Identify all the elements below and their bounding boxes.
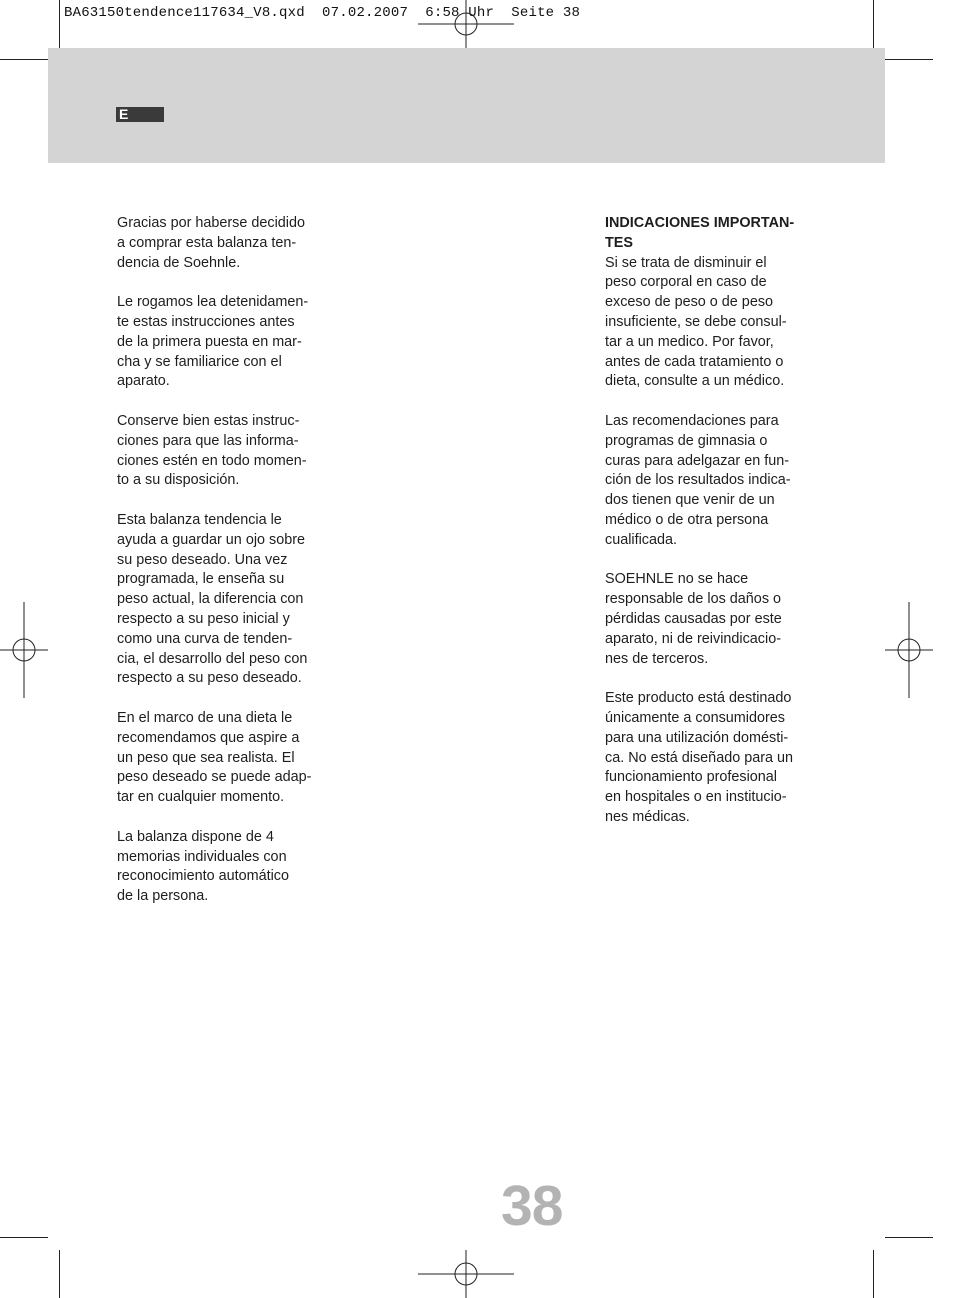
language-tab	[116, 107, 164, 122]
paragraph: En el marco de una dieta le recomendamos que aspire a un peso que sea realista. El peso deseado se puede adap- tar en cualquier momento.	[117, 709, 312, 806]
crop-mark	[0, 59, 48, 60]
paragraph: Las recomendaciones para programas de gimnasia o curas para adelgazar en fun- ción de los resultados indica- dos tienen que venir de un médico o de otra persona cualificada.	[605, 412, 791, 548]
right-column	[605, 214, 820, 848]
registration-mark-icon	[0, 602, 48, 698]
paragraph: Le rogamos lea detenidamen- te estas instrucciones antes de la primera puesta en mar- cha y se familiarice con el aparato.	[117, 294, 309, 390]
paragraph: La balanza dispone de 4 memorias individuales con reconocimiento automático de la persona.	[117, 828, 289, 905]
registration-mark-icon	[418, 1250, 514, 1298]
header-band	[48, 48, 885, 163]
crop-mark	[885, 59, 933, 60]
crop-mark	[59, 0, 60, 48]
crop-mark	[873, 0, 874, 48]
crop-mark	[873, 1250, 874, 1298]
crop-mark	[0, 1237, 48, 1238]
paragraph: Gracias por haberse decidido a comprar esta balanza ten- dencia de Soehnle.	[117, 215, 305, 271]
paragraph: Si se trata de disminuir el peso corporal en caso de exceso de peso o de peso insuficiente, se debe consul- tar a un medico. Por favor, antes de cada tratamiento o dieta, consulte a un médico.	[605, 254, 787, 390]
paragraph: SOEHNLE no se hace responsable de los daños o pérdidas causadas por este aparato, ni de reivindicacio- nes de terceros.	[605, 571, 782, 667]
registration-mark-icon	[418, 0, 514, 48]
paragraph: Conserve bien estas instruc- ciones para que las informa- ciones estén en todo momen- to a su disposición.	[117, 412, 307, 489]
print-slug: BA63150tendence117634_V8.qxd 07.02.2007 6:58 Uhr Seite 38	[64, 5, 581, 21]
paragraph: Esta balanza tendencia le ayuda a guardar un ojo sobre su peso deseado. Una vez programada, le enseña su peso actual, la diferencia con respecto a su peso inicial y como una curva de tenden- cia, el desarrollo del peso con respecto a su peso deseado.	[117, 511, 308, 687]
left-column	[117, 214, 332, 927]
section-heading: INDICACIONES IMPORTAN- TES	[605, 215, 795, 251]
language-tab-label: E	[119, 106, 129, 122]
crop-mark	[59, 1250, 60, 1298]
registration-mark-icon	[885, 602, 933, 698]
paragraph: Este producto está destinado únicamente a consumidores para una utilización domésti- ca. No está diseñado para un funcionamiento profesional en hospitales o en institucio- nes médicas.	[605, 690, 794, 825]
page-number: 38	[501, 1174, 563, 1238]
crop-mark	[885, 1237, 933, 1238]
